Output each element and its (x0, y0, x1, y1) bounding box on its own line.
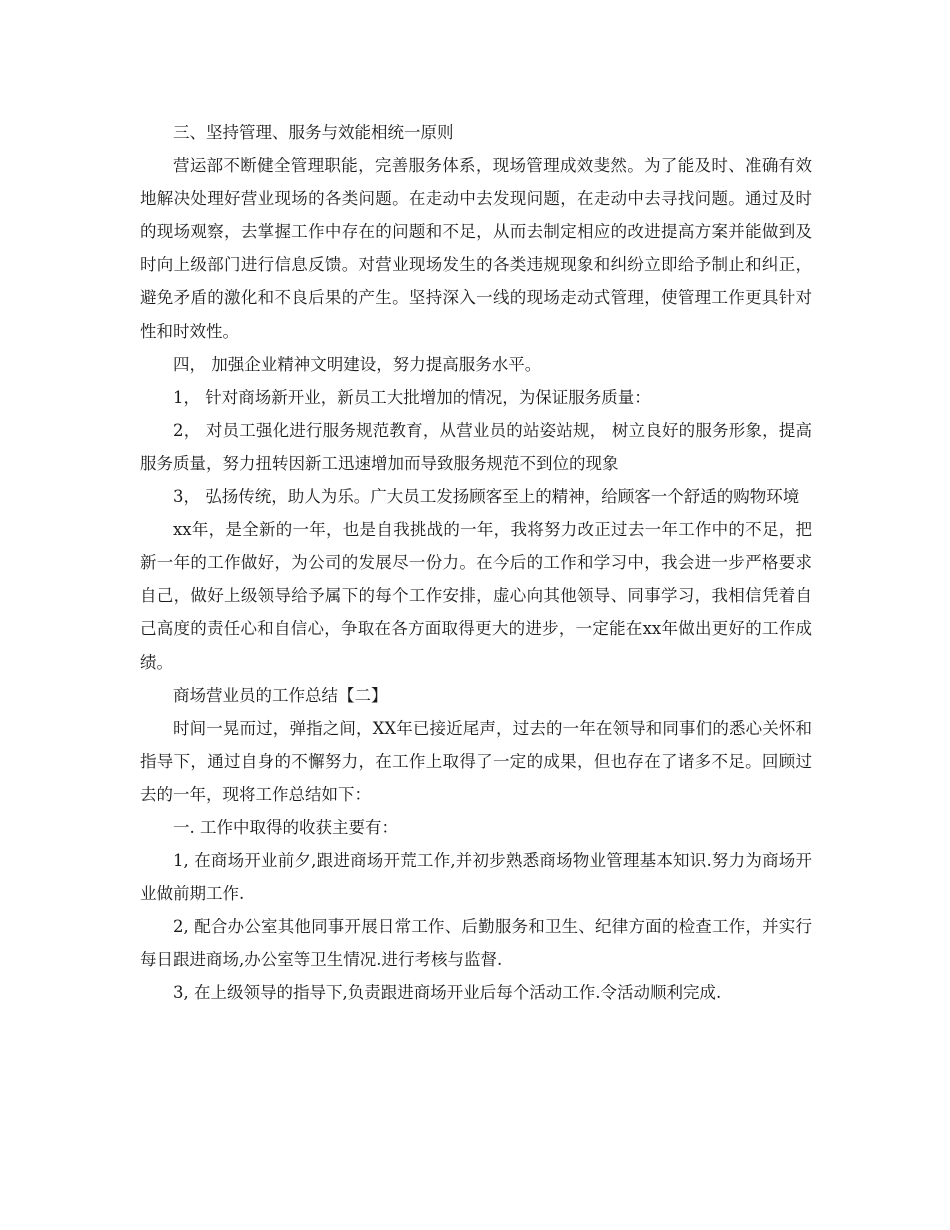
paragraph: xx年，是全新的一年，也是自我挑战的一年，我将努力改正过去一年工作中的不足，把新一年的工作做好，为公司的发展尽一份力。在今后的工作和学习中，我会进一步严格要求自己，做好上级领导给予属下的每个工作安排，虚心向其他领导、同事学习，我相信凭着自己高度的责任心和自信心，争取在各方面取得更大的进步，一定能在xx年做出更好的工作成绩。 (140, 520, 812, 672)
list-item: 2, 配合办公室其他同事开展日常工作、后勤服务和卫生、纪律方面的检查工作，并实行每日跟进商场,办公室等卫生情况.进行考核与监督. (140, 917, 812, 970)
list-item: 3, 在上级领导的指导下,负责跟进商场开业后每个活动工作.令活动顺利完成. (173, 983, 722, 1003)
section-title: 商场营业员的工作总结【二】 (173, 685, 388, 705)
document-body (140, 116, 812, 1010)
section-heading-4: 四， 加强企业精神文明建设，努力提高服务水平。 (173, 354, 542, 374)
list-item: 1， 针对商场新开业，新员工大批增加的情况，为保证服务质量： (173, 387, 651, 407)
list-item: 3， 弘扬传统，助人为乐。广大员工发扬顾客至上的精神，给顾客一个舒适的购物环境 (173, 487, 800, 507)
section-heading-3: 三、坚持管理、服务与效能相统一原则 (173, 123, 454, 142)
list-item: 1, 在商场开业前夕,跟进商场开荒工作,并初步熟悉商场物业管理基本知识.努力为商场开业做前期工作. (140, 851, 812, 904)
paragraph: 营运部不断健全管理职能，完善服务体系，现场管理成效斐然。为了能及时、准确有效地解决处理好营业现场的各类问题。在走动中去发现问题，在走动中去寻找问题。通过及时的现场观察，去掌握工作中存在的问题和不足，从而去制定相应的改进提高方案并能做到及时向上级部门进行信息反馈。对营业现场发生的各类违规现象和纠纷立即给予制止和纠正，避免矛盾的激化和不良后果的产生。坚持深入一线的现场走动式管理，使管理工作更具针对性和时效性。 (140, 156, 812, 341)
subsection-heading: 一. 工作中取得的收获主要有： (173, 817, 398, 837)
list-item: 2， 对员工强化进行服务规范教育，从营业员的站姿站规， 树立良好的服务形象，提高服务质量，努力扭转因新工迅速增加而导致服务规范不到位的现象 (140, 420, 812, 473)
paragraph: 时间一晃而过，弹指之间，XX年已接近尾声，过去的一年在领导和同事们的悉心关怀和指导下，通过自身的不懈努力，在工作上取得了一定的成果，但也存在了诸多不足。回顾过去的一年，现将工作总结如下： (140, 718, 812, 804)
